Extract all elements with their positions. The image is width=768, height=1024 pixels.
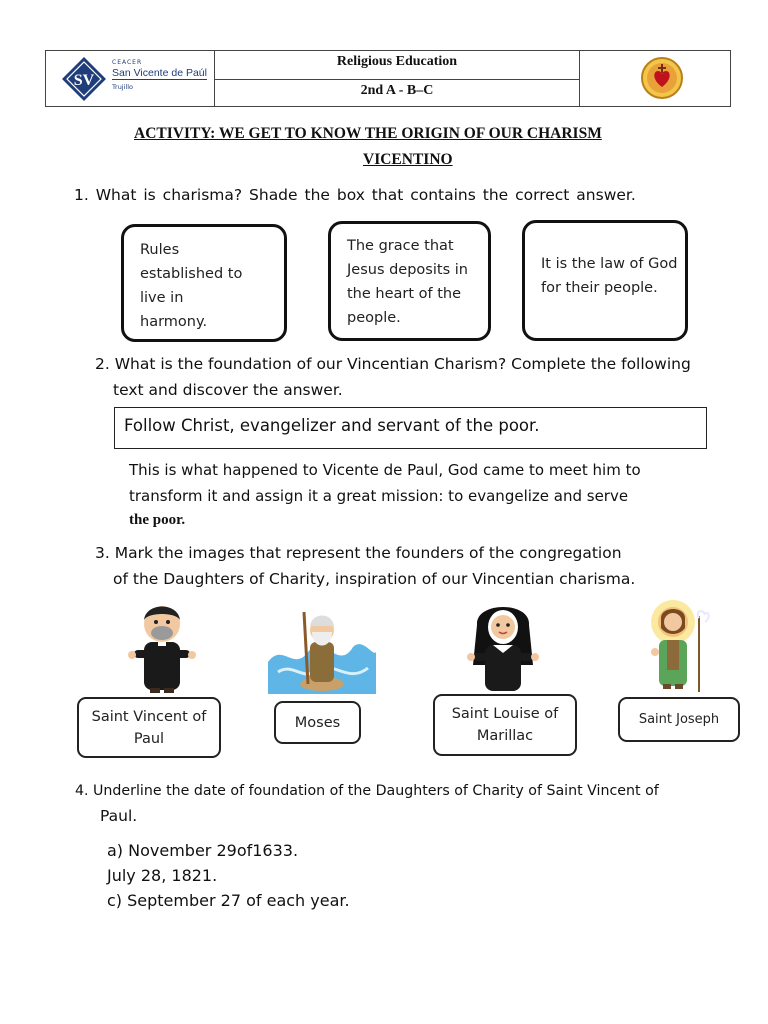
paragraph-line3: the poor. (129, 512, 186, 528)
header-table (45, 50, 731, 107)
answer-text: Follow Christ, evangelizer and servant of the poor. (124, 416, 540, 435)
name-label: Moses (294, 714, 341, 731)
date-option-c[interactable]: c) September 27 of each year. (107, 891, 350, 910)
question-3-line2: of the Daughters of Charity, inspiration of our Vincentian charisma. (113, 570, 636, 588)
name-label: Saint Joseph (638, 711, 720, 727)
date-option-b[interactable]: July 28, 1821. (107, 866, 218, 885)
name-label: Saint Vincent of Paul (91, 708, 207, 747)
answer-option-box-2[interactable] (328, 221, 491, 341)
question-4-line1: 4. Underline the date of foundation of the Daughters of Charity of Saint Vincent of (75, 783, 659, 799)
name-label: Saint Louise of Marillac (451, 706, 559, 744)
saint-joseph-image[interactable] (639, 596, 715, 694)
answer-box (114, 407, 707, 449)
school-logo (60, 55, 210, 103)
subject-title: Religious Education (336, 54, 458, 69)
question-4-line2: Paul. (100, 807, 138, 825)
paragraph-line2: transform it and assign it a great mission: to evangelize and serve (129, 487, 629, 505)
question-3-line1: 3. Mark the images that represent the founders of the congregation (95, 544, 622, 562)
answer-option-box-1[interactable] (121, 224, 287, 342)
school-small-label: CEACER (112, 59, 143, 66)
question-2-line2: text and discover the answer. (113, 381, 343, 399)
activity-title-line2: VICENTINO (363, 151, 453, 168)
name-box-louise[interactable] (433, 694, 577, 756)
paragraph-line1: This is what happened to Vicente de Paul, God came to meet him to (129, 461, 641, 479)
question-2-line1: 2. What is the foundation of our Vincentian Charism? Complete the following (95, 355, 691, 373)
answer-option-box-3[interactable] (522, 220, 688, 341)
activity-title-line1: ACTIVITY: WE GET TO KNOW THE ORIGIN OF OUR CHARISM (134, 125, 602, 142)
answer-option-text: Rules established to live in harmony. (140, 242, 243, 330)
school-city: Trujillo (112, 83, 134, 91)
answer-option-text: The grace that Jesus deposits in the heart of the people. (347, 238, 468, 326)
saint-vincent-image[interactable] (122, 598, 202, 698)
grade-label: 2nd A - B–C (360, 83, 434, 98)
date-option-a[interactable]: a) November 29of1633. (107, 841, 299, 860)
school-name: San Vicente de Paúl (112, 67, 207, 79)
name-box-moses[interactable] (274, 701, 361, 744)
name-box-vincent[interactable] (77, 697, 221, 758)
svg-text:SV: SV (73, 72, 95, 89)
name-box-joseph[interactable] (618, 697, 740, 742)
moses-image[interactable] (268, 602, 376, 694)
question-1-text: 1. What is charisma? Shade the box that contains the correct answer. (74, 186, 636, 204)
heart-emblem-icon (640, 56, 684, 100)
saint-louise-image[interactable] (465, 595, 541, 697)
answer-option-text: It is the law of God for their people. (541, 256, 678, 296)
